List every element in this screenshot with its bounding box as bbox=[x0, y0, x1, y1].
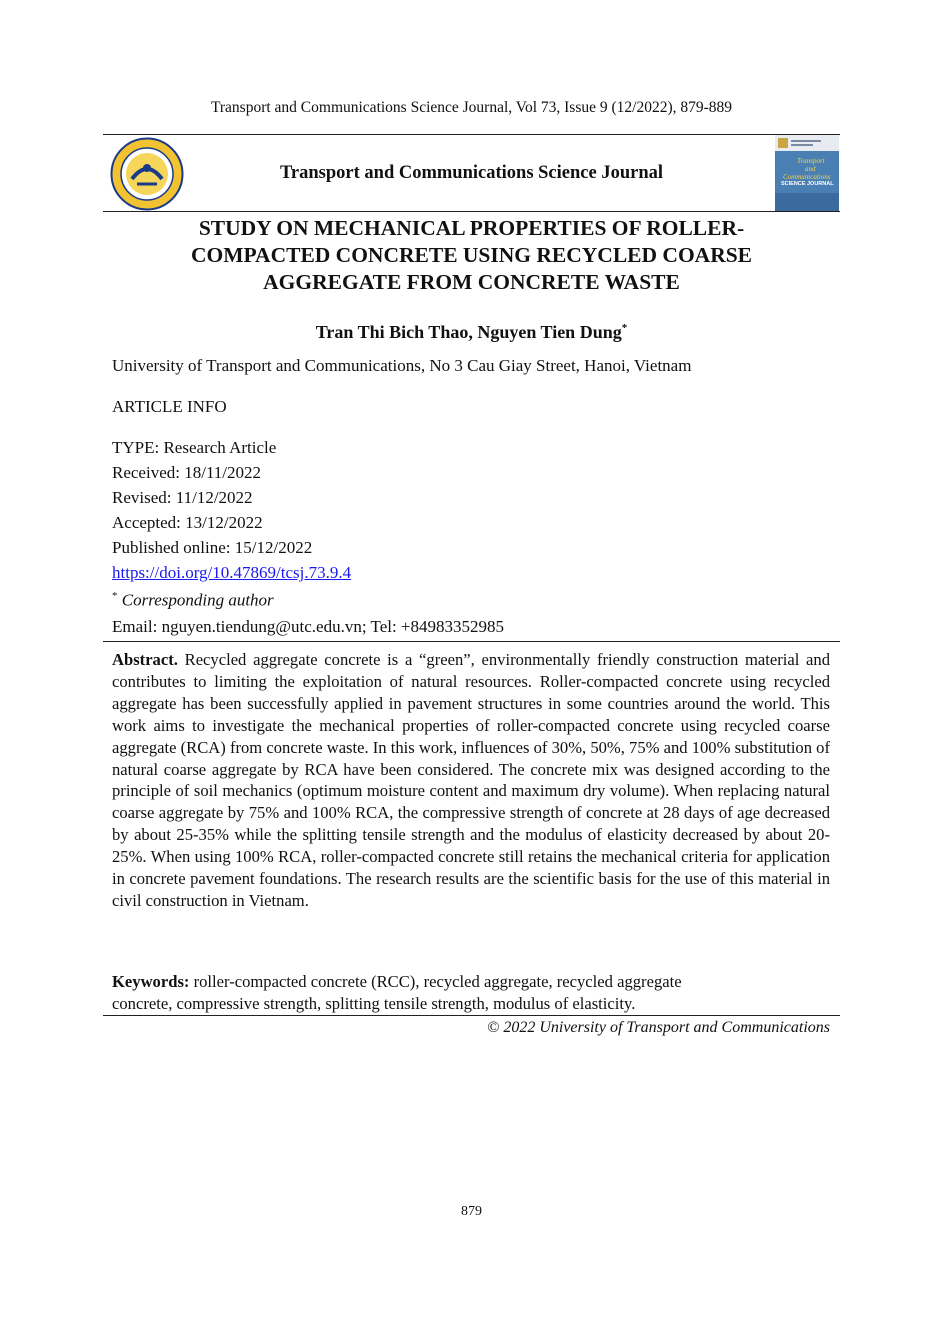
corresponding-mark: * bbox=[621, 322, 628, 334]
running-header: Transport and Communications Science Journal, Vol 73, Issue 9 (12/2022), 879-889 bbox=[210, 99, 733, 116]
authors bbox=[0, 322, 943, 343]
cover-title-line: Communications bbox=[783, 173, 831, 181]
article-title bbox=[103, 215, 840, 296]
accepted-date: Accepted: 13/12/2022 bbox=[112, 513, 263, 532]
title-line: COMPACTED CONCRETE USING RECYCLED COARSE bbox=[190, 243, 753, 267]
received-date: Received: 18/11/2022 bbox=[112, 463, 262, 482]
abstract-top-rule bbox=[103, 641, 840, 642]
published-date: Published online: 15/12/2022 bbox=[112, 538, 313, 557]
copyright: © 2022 University of Transport and Communications bbox=[487, 1019, 830, 1036]
revised-date: Revised: 11/12/2022 bbox=[112, 488, 253, 507]
cover-subtitle: SCIENCE JOURNAL bbox=[781, 181, 834, 187]
keywords-label: Keywords: bbox=[112, 972, 190, 991]
journal-name: Transport and Communications Science Journal bbox=[279, 163, 664, 183]
doi-line bbox=[112, 563, 351, 583]
keywords-bottom-rule bbox=[103, 1015, 840, 1016]
cover-title-line: and bbox=[805, 165, 816, 173]
title-line: STUDY ON MECHANICAL PROPERTIES OF ROLLER- bbox=[198, 216, 745, 240]
abstract-label: Abstract. bbox=[112, 650, 178, 669]
affiliation: University of Transport and Communications, No 3 Cau Giay Street, Hanoi, Vietnam bbox=[112, 356, 692, 375]
journal-cover-image bbox=[775, 135, 839, 212]
doi-link[interactable]: https://doi.org/10.47869/tcsj.73.9.4 bbox=[112, 563, 352, 582]
author-names: Tran Thi Bich Thao, Nguyen Tien Dung bbox=[315, 322, 622, 342]
header-bottom-rule bbox=[103, 211, 840, 212]
title-line: AGGREGATE FROM CONCRETE WASTE bbox=[263, 270, 680, 294]
keywords-text: roller-compacted concrete (RCC), recycled aggregate, recycled aggregate bbox=[193, 972, 682, 991]
corresponding-label: Corresponding author bbox=[117, 590, 274, 610]
abstract bbox=[112, 649, 830, 912]
header-top-rule bbox=[103, 134, 840, 135]
keywords bbox=[112, 971, 830, 1015]
article-info-heading: ARTICLE INFO bbox=[112, 397, 227, 416]
keywords-text: concrete, compressive strength, splitting tensile strength, modulus of elasticity. bbox=[112, 993, 636, 1013]
page-number: 879 bbox=[461, 1204, 482, 1219]
university-logo bbox=[110, 137, 184, 211]
corresponding-mark: * bbox=[112, 590, 118, 602]
article-type: TYPE: Research Article bbox=[112, 438, 277, 457]
cover-title-line: Transport bbox=[797, 157, 825, 165]
abstract-text: Recycled aggregate concrete is a “green”, environmentally friendly construction material and contributes to limiting the exploitation of natural resources. Roller-compacted concrete using recycled aggregate has been successfully applied in pavement structures in some countries around the world. This work aims to investigate the mechanical properties of roller-compacted concrete using recycled coarse aggregate (RCA) from concrete waste. In this work, influences of 30%, 50%, 75% and 100% substitution of natural coarse aggregate by RCA have been considered. The concrete mix was designed according to the principle of soil mechanics (optimum moisture content and maximum dry volume). When replacing natural coarse aggregate by 75% and 100% RCA, the compressive strength of concrete at 28 days of age decreased by about 25-35% while the splitting tensile strength and the modulus of elasticity decreased by about 20-25%. When using 100% RCA, roller-compacted concrete still retains the mechanical criteria for application in concrete pavement foundations. The research results are the scientific basis for the use of this material in civil construction in Vietnam. bbox=[112, 650, 830, 910]
corresponding-author-note bbox=[112, 590, 274, 611]
contact-line: Email: nguyen.tiendung@utc.edu.vn; Tel: +84983352985 bbox=[112, 617, 505, 636]
